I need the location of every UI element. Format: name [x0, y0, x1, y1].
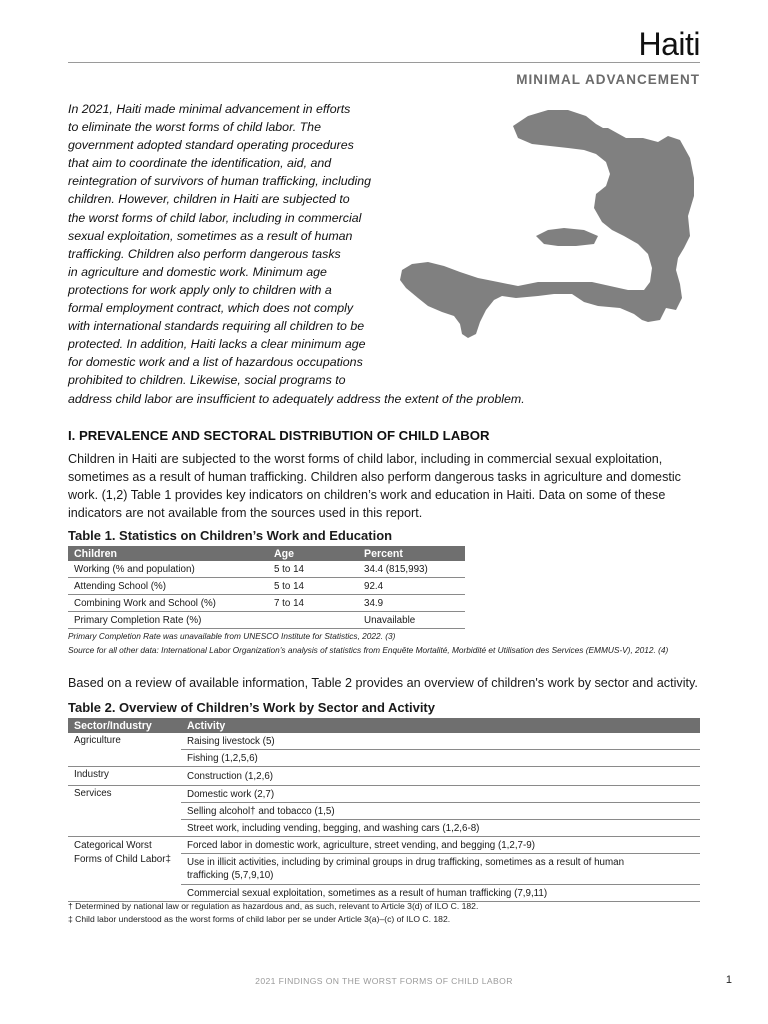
- intro-line: In 2021, Haiti made minimal advancement in efforts: [68, 102, 351, 116]
- table-row: [68, 595, 465, 612]
- paragraph-line: Children in Haiti are subjected to the worst forms of child labor, including in commercial sexual exploitation,: [68, 452, 663, 466]
- activity-cell: Construction (1,2,6): [181, 767, 700, 786]
- intro-line: for domestic work and a list of hazardous occupations: [68, 355, 363, 370]
- intro-line: prohibited to children. Likewise, social programs to: [68, 373, 346, 388]
- table2-caption: Table 2. Overview of Children’s Work by Sector and Activity: [68, 700, 435, 715]
- table-row: [68, 561, 465, 578]
- paragraph-line: sometimes as a result of human trafficking. Children also perform dangerous tasks in agriculture and domestic: [68, 470, 681, 484]
- section-paragraph: [68, 450, 708, 522]
- table2-intro-text: Based on a review of available information, Table 2 provides an overview of children's work by sector and activity.: [68, 676, 698, 690]
- intro-line: protections for work apply only to children with a: [68, 282, 332, 297]
- intro-line: government adopted standard operating procedures: [68, 138, 354, 153]
- table-row: [68, 786, 700, 803]
- column-header: Percent: [358, 546, 465, 561]
- activity-cell: Raising livestock (5): [181, 733, 700, 750]
- statistics-table: [68, 546, 465, 629]
- table-cell: 34.4 (815,993): [358, 561, 465, 578]
- activity-cell: Commercial sexual exploitation, sometimes as a result of human trafficking (7,9,11): [181, 885, 700, 902]
- la-gonave-island-shape: [536, 228, 598, 246]
- table-cell: 5 to 14: [268, 561, 358, 578]
- table-cell: 5 to 14: [268, 578, 358, 595]
- intro-line: protected. In addition, Haiti lacks a clear minimum age: [68, 337, 366, 352]
- table-cell: Unavailable: [358, 612, 465, 629]
- intro-line: in agriculture and domestic work. Minimum age: [68, 264, 327, 279]
- sector-cell: Services: [68, 786, 181, 837]
- table-row: [68, 733, 700, 750]
- table1-caption: Table 1. Statistics on Children’s Work and Education: [68, 528, 393, 543]
- table-footnote: ‡ Child labor understood as the worst forms of child labor per se under Article 3(a)–(c) of ILO C. 182.: [68, 914, 451, 924]
- header-divider: [68, 62, 700, 63]
- column-header: Activity: [181, 718, 700, 733]
- table-cell: Combining Work and School (%): [68, 595, 268, 612]
- intro-line: reintegration of survivors of human trafficking, including: [68, 174, 372, 189]
- activity-cell: Use in illicit activities, including by criminal groups in drug trafficking, sometimes as a result of human trafficking (5,7,9,10): [181, 854, 700, 885]
- intro-line: trafficking. Children also perform dangerous tasks: [68, 246, 341, 261]
- sector-cell: Industry: [68, 767, 181, 786]
- intro-line: to eliminate the worst forms of child labor. The: [68, 120, 321, 135]
- activity-cell: Street work, including vending, begging, and washing cars (1,2,6-8): [181, 820, 700, 837]
- table-header-row: [68, 546, 465, 561]
- table-note: Primary Completion Rate was unavailable from UNESCO Institute for Statistics, 2022. (3): [68, 631, 396, 641]
- table-cell: 7 to 14: [268, 595, 358, 612]
- column-header: Age: [268, 546, 358, 561]
- table-cell: Working (% and population): [68, 561, 268, 578]
- intro-line: that aim to coordinate the identification, aid, and: [68, 156, 332, 171]
- column-header: Children: [68, 546, 268, 561]
- table-row: [68, 767, 700, 786]
- paragraph-line: indicators are not available from the sources used in this report.: [68, 506, 423, 520]
- table-cell: Attending School (%): [68, 578, 268, 595]
- table-row: [68, 612, 465, 629]
- intro-line: children. However, children in Haiti are subjected to: [68, 192, 350, 207]
- haiti-map-icon: [398, 98, 708, 350]
- country-title: Haiti: [638, 26, 700, 62]
- intro-line: the worst forms of child labor, including in commercial: [68, 210, 362, 225]
- table-cell: 34.9: [358, 595, 465, 612]
- table-row: [68, 578, 465, 595]
- table-header-row: [68, 718, 700, 733]
- section-heading: I. PREVALENCE AND SECTORAL DISTRIBUTION OF CHILD LABOR: [68, 428, 490, 443]
- intro-line: sexual exploitation, sometimes as a result of human: [68, 228, 353, 243]
- activity-cell: Fishing (1,2,5,6): [181, 750, 700, 767]
- activity-cell: Selling alcohol† and tobacco (1,5): [181, 803, 700, 820]
- paragraph-line: work. (1,2) Table 1 provides key indicators on children’s work and education in Haiti. Data on some of these: [68, 488, 666, 502]
- page-footer: 2021 FINDINGS ON THE WORST FORMS OF CHILD LABOR: [255, 976, 513, 986]
- sector-cell: Agriculture: [68, 733, 181, 767]
- table-footnote: † Determined by national law or regulation as hazardous and, as such, relevant to Article 3(d) of ILO C. 182.: [68, 901, 479, 911]
- table-cell: 92.4: [358, 578, 465, 595]
- intro-line: formal employment contract, which does not comply: [68, 301, 354, 316]
- intro-line: address child labor are insufficient to adequately address the extent of the problem.: [68, 391, 525, 406]
- advancement-status: MINIMAL ADVANCEMENT: [516, 72, 700, 87]
- activity-cell: Domestic work (2,7): [181, 786, 700, 803]
- haiti-mainland-shape: [400, 110, 694, 338]
- table-cell: Primary Completion Rate (%): [68, 612, 268, 629]
- page-number: 1: [725, 974, 732, 986]
- intro-line: with international standards requiring all children to be: [68, 319, 365, 334]
- sector-cell: Categorical Worst Forms of Child Labor‡: [68, 837, 181, 902]
- activity-cell: Forced labor in domestic work, agriculture, street vending, and begging (1,2,7-9): [181, 837, 700, 854]
- table-note: Source for all other data: International Labor Organization’s analysis of statistics from Enquête Mortalité, Morbidité et Utilisation des Services (EMMUS-V), 2012. (4): [68, 645, 669, 655]
- table-row: [68, 837, 700, 854]
- column-header: Sector/Industry: [68, 718, 181, 733]
- table-cell: [268, 612, 358, 629]
- sector-activity-table: [68, 718, 700, 902]
